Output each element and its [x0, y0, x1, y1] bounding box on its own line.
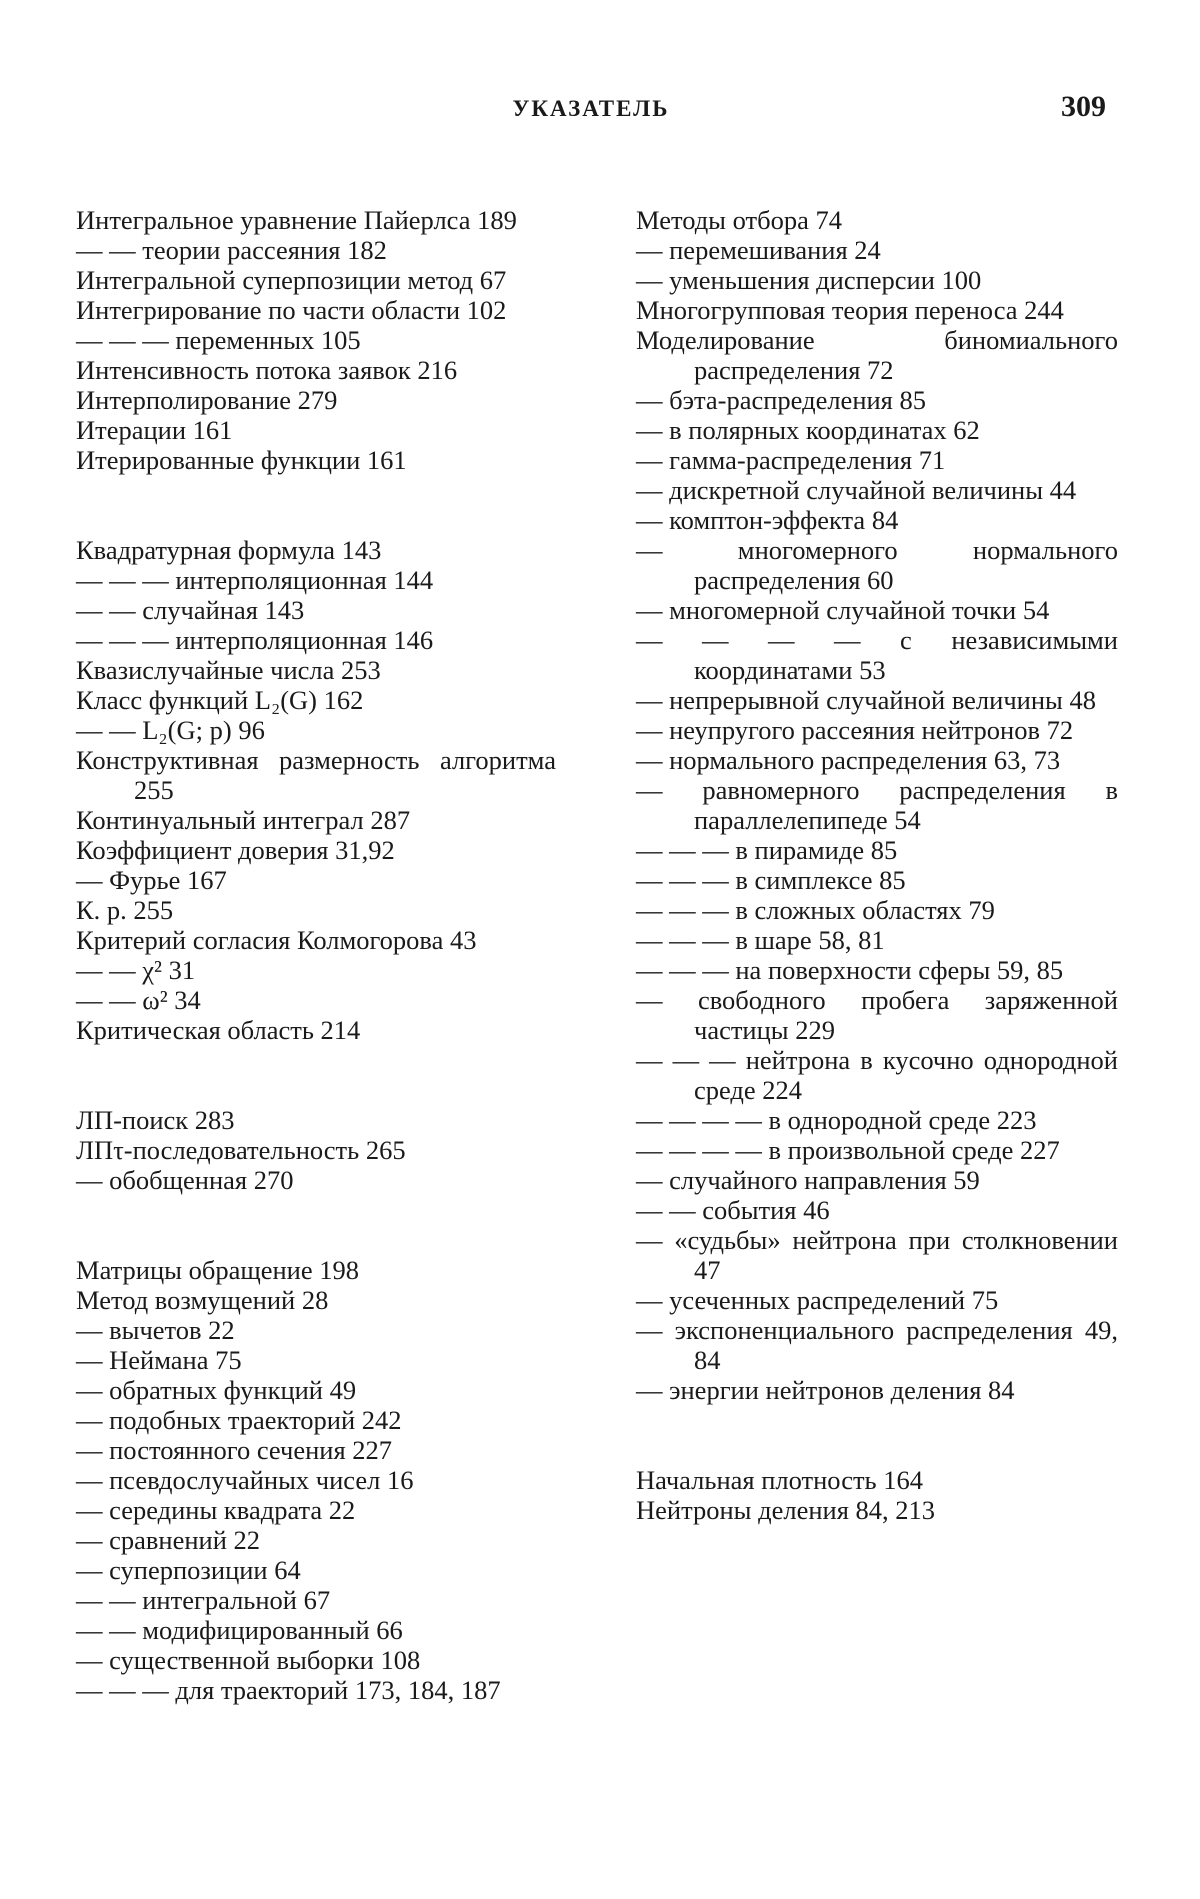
index-entry: — энергии нейтронов деления 84 — [636, 1375, 1118, 1405]
index-entry: — — — интерполяционная 146 — [76, 625, 556, 655]
index-entry: — перемешивания 24 — [636, 235, 1118, 265]
running-head: УКАЗАТЕЛЬ — [76, 96, 1106, 122]
index-entry: Моделирование биномиального распределения 72 — [636, 325, 1118, 385]
index-entry: — «судьбы» нейтрона при столкновении 47 — [636, 1225, 1118, 1285]
index-entry: Квадратурная формула 143 — [76, 535, 556, 565]
index-letter-group — [636, 205, 1118, 1405]
index-entry: — неупругого рассеяния нейтронов 72 — [636, 715, 1118, 745]
index-entry: Начальная плотность 164 — [636, 1465, 1118, 1495]
index-entry: — в полярных координатах 62 — [636, 415, 1118, 445]
index-letter-group — [76, 1255, 556, 1705]
index-entry: К. р. 255 — [76, 895, 556, 925]
index-entry: — сравнений 22 — [76, 1525, 556, 1555]
index-column-left — [76, 205, 556, 1705]
page-header — [76, 96, 1106, 136]
index-entry: Метод возмущений 28 — [76, 1285, 556, 1315]
index-entry: Класс функций L₂(G) 162 — [76, 685, 556, 715]
index-column-right — [636, 205, 1118, 1525]
index-letter-group — [636, 1465, 1118, 1525]
index-entry: — — ω² 34 — [76, 985, 556, 1015]
index-entry: Коэффициент доверия 31,92 — [76, 835, 556, 865]
index-entry: — обобщенная 270 — [76, 1165, 556, 1195]
index-entry: — обратных функций 49 — [76, 1375, 556, 1405]
index-entry: — — χ² 31 — [76, 955, 556, 985]
index-entry: — — модифицированный 66 — [76, 1615, 556, 1645]
index-letter-group — [76, 205, 556, 475]
index-entry: — псевдослучайных чисел 16 — [76, 1465, 556, 1495]
index-entry: — существенной выборки 108 — [76, 1645, 556, 1675]
index-entry: — — — переменных 105 — [76, 325, 556, 355]
index-entry: — нормального распределения 63, 73 — [636, 745, 1118, 775]
index-entry: — — — в сложных областях 79 — [636, 895, 1118, 925]
index-entry: — — — — в однородной среде 223 — [636, 1105, 1118, 1135]
group-spacer — [76, 1195, 556, 1255]
index-entry: Квазислучайные числа 253 — [76, 655, 556, 685]
index-entry: — — — в пирамиде 85 — [636, 835, 1118, 865]
index-entry: Интенсивность потока заявок 216 — [76, 355, 556, 385]
index-entry: — экспоненциального распределения 49, 84 — [636, 1315, 1118, 1375]
index-entry: — случайного направления 59 — [636, 1165, 1118, 1195]
index-entry: — — — интерполяционная 144 — [76, 565, 556, 595]
index-letter-group — [76, 535, 556, 1045]
index-entry: — — — в симплексе 85 — [636, 865, 1118, 895]
index-entry: — — — в шаре 58, 81 — [636, 925, 1118, 955]
index-entry: Многогрупповая теория переноса 244 — [636, 295, 1118, 325]
index-entry: — — теории рассеяния 182 — [76, 235, 556, 265]
index-entry: Критическая область 214 — [76, 1015, 556, 1045]
index-entry: — дискретной случайной величины 44 — [636, 475, 1118, 505]
index-entry: — — L₂(G; p) 96 — [76, 715, 556, 745]
index-entry: — уменьшения дисперсии 100 — [636, 265, 1118, 295]
index-entry: — подобных траекторий 242 — [76, 1405, 556, 1435]
index-entry: — — — — с независимыми координатами 53 — [636, 625, 1118, 685]
index-entry: — Фурье 167 — [76, 865, 556, 895]
index-entry: — — — для траекторий 173, 184, 187 — [76, 1675, 556, 1705]
group-spacer — [76, 475, 556, 535]
index-entry: Итерации 161 — [76, 415, 556, 445]
index-entry: — вычетов 22 — [76, 1315, 556, 1345]
index-entry: Матрицы обращение 198 — [76, 1255, 556, 1285]
index-entry: — — события 46 — [636, 1195, 1118, 1225]
index-entry: — непрерывной случайной величины 48 — [636, 685, 1118, 715]
index-entry: — — интегральной 67 — [76, 1585, 556, 1615]
index-entry: — усеченных распределений 75 — [636, 1285, 1118, 1315]
index-entry: Интегральной суперпозиции метод 67 — [76, 265, 556, 295]
index-entry: — бэта-распределения 85 — [636, 385, 1118, 415]
index-entry: Итерированные функции 161 — [76, 445, 556, 475]
index-entry: — — — нейтрона в кусочно однородной среде 224 — [636, 1045, 1118, 1105]
index-entry: Конструктивная размерность алгоритма 255 — [76, 745, 556, 805]
index-entry: ЛП-поиск 283 — [76, 1105, 556, 1135]
index-entry: — суперпозиции 64 — [76, 1555, 556, 1585]
index-entry: — равномерного распределения в параллелепипеде 54 — [636, 775, 1118, 835]
index-entry: Континуальный интеграл 287 — [76, 805, 556, 835]
group-spacer — [636, 1405, 1118, 1465]
index-entry: — Неймана 75 — [76, 1345, 556, 1375]
index-entry: — — — на поверхности сферы 59, 85 — [636, 955, 1118, 985]
index-entry: — многомерного нормального распределения 60 — [636, 535, 1118, 595]
index-letter-group — [76, 1105, 556, 1195]
index-entry: — многомерной случайной точки 54 — [636, 595, 1118, 625]
page-number: 309 — [1061, 90, 1106, 124]
index-entry: — постоянного сечения 227 — [76, 1435, 556, 1465]
index-entry: Интегрирование по части области 102 — [76, 295, 556, 325]
index-entry: — гамма-распределения 71 — [636, 445, 1118, 475]
index-entry: Критерий согласия Колмогорова 43 — [76, 925, 556, 955]
index-entry: — свободного пробега заряженной частицы 229 — [636, 985, 1118, 1045]
index-entry: ЛПτ-последовательность 265 — [76, 1135, 556, 1165]
index-entry: — комптон-эффекта 84 — [636, 505, 1118, 535]
index-entry: Интерполирование 279 — [76, 385, 556, 415]
index-entry: — середины квадрата 22 — [76, 1495, 556, 1525]
index-entry: Нейтроны деления 84, 213 — [636, 1495, 1118, 1525]
index-entry: — — случайная 143 — [76, 595, 556, 625]
index-entry: — — — — в произвольной среде 227 — [636, 1135, 1118, 1165]
index-entry: Интегральное уравнение Пайерлса 189 — [76, 205, 556, 235]
index-entry: Методы отбора 74 — [636, 205, 1118, 235]
group-spacer — [76, 1045, 556, 1105]
